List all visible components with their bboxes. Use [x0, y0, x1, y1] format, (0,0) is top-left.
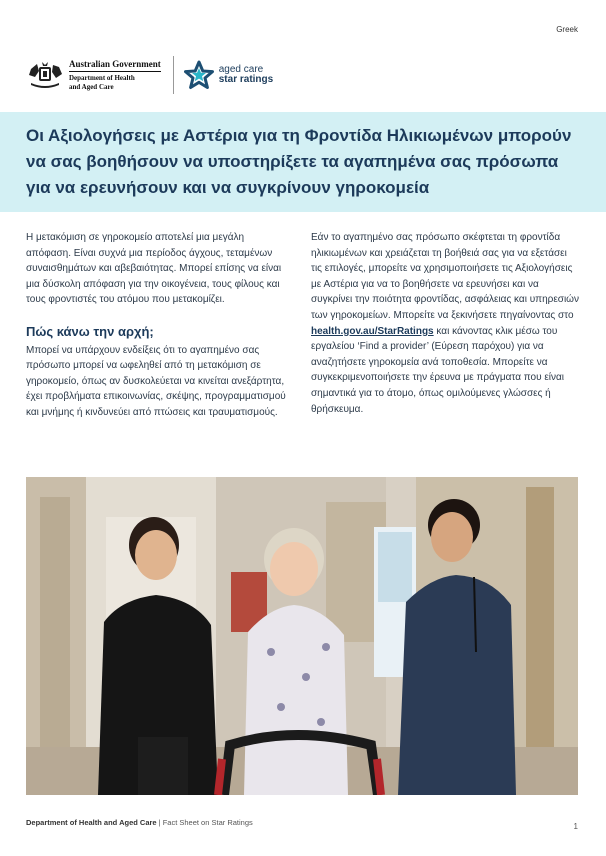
brand-line-1: aged care — [218, 63, 264, 75]
page-header — [25, 54, 273, 96]
intro-paragraph: Η μετακόμιση σε γηροκομείο αποτελεί μια μεγάλη απόφαση. Είναι συχνά μια περίοδος άγχους, τεταμένων συναισθημάτων και αβεβαιότητας. Μπορεί επίσης να είναι μια δύσκολη απόφαση για την οικογένεια, τους φίλους και τους φροντιστές του ατόμου που μετακομίζει. — [26, 232, 282, 306]
right-text-part-1: Εάν το αγαπημένο σας πρόσωπο σκέφτεται τη φροντίδα ηλικιωμένων και χρειάζεται τη βοήθειά σας για να εξετάσει τις επιλογές, μπορείτε να χρησιμοποιήσετε τις Αξιολογήσεις με Αστέρια για να το βοηθήσετε να ερευνήσει και να συγκρίνει την ποιότητα φροντίδας, ασφάλειας και υπηρεσιών των γηροκομείων. Μπορείτε να ξεκινήσετε πηγαίνοντας στο — [311, 232, 579, 321]
left-column — [26, 230, 288, 421]
title-banner — [0, 112, 606, 212]
header-divider — [173, 56, 174, 94]
footer-separator: | — [156, 818, 163, 827]
hero-photo — [26, 477, 578, 795]
coat-of-arms-icon — [25, 59, 65, 91]
page-title: Οι Αξιολογήσεις με Αστέρια για τη Φροντίδα Ηλικιωμένων μπορούν να σας βοηθήσουν να υποστηρίξετε τα αγαπημένα σας πρόσωπα για να ερευνήσουν και να συγκρίνουν γηροκομεία — [26, 126, 572, 197]
photo-illustration — [26, 477, 578, 795]
government-logo — [25, 59, 161, 92]
right-paragraph — [311, 230, 579, 417]
page-footer — [26, 818, 253, 827]
section-body: Μπορεί να υπάρχουν ενδείξεις ότι το αγαπημένο σας πρόσωπο μπορεί να ωφεληθεί από τη μετακόμιση σε γηροκομείο, όπως αν δυσκολεύεται να κινείται ανεξάρτητα, έχει προβλήματα επικοινωνίας, σκέψης, προγραμματισμού και μνήμης ή κινδυνεύει από πτώσεις και τραυματισμούς. — [26, 344, 286, 418]
section-heading: Πώς κάνω την αρχή; — [26, 323, 154, 339]
government-title: Australian Government — [69, 59, 161, 72]
star-ratings-brand — [219, 65, 273, 86]
department-line-2: and Aged Care — [69, 82, 114, 91]
footer-dept: Department of Health and Aged Care — [26, 818, 157, 827]
right-text-part-2: και κάνοντας κλικ μέσω του εργαλείου ‘Find a provider’ (Εύρεση παρόχου) για να αναζητήσετε γηροκομεία ανά τοποθεσία. Μπορείτε να συγκεκριμενοποιήσετε την έρευνα με πράγματα που είναι σημαντικά για το άτομο, όπως ομιλούμενες γλώσσες ή θρήσκευμα. — [311, 325, 565, 415]
brand-line-2: star ratings — [218, 74, 274, 85]
star-logo-icon — [184, 60, 214, 90]
right-column — [311, 230, 579, 417]
footer-doc-name: Fact Sheet on Star Ratings — [162, 818, 253, 827]
department-line-1: Department of Health — [69, 73, 135, 82]
language-label: Greek — [556, 25, 578, 34]
page-number: 1 — [573, 822, 578, 831]
star-ratings-link[interactable]: health.gov.au/StarRatings — [311, 325, 434, 337]
